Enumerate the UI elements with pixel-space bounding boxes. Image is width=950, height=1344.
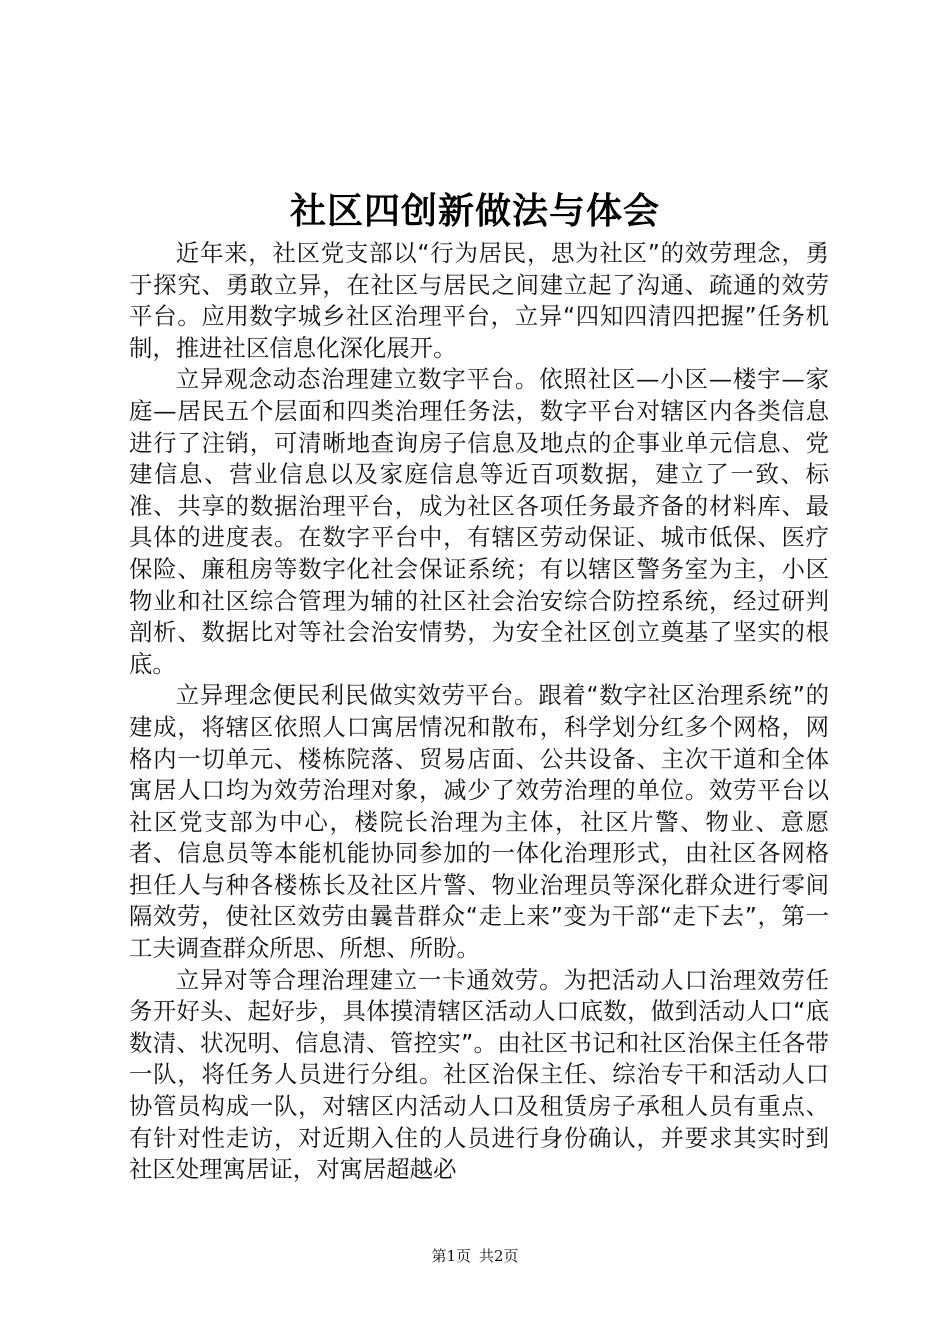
page-footer — [0, 1245, 950, 1266]
page-number-current: 第1页 — [431, 1247, 471, 1265]
document-body — [129, 238, 829, 1186]
page-number-total: 共2页 — [479, 1247, 519, 1265]
document-title: 社区四创新做法与体会 — [289, 190, 660, 232]
paragraph-digital-platform: 立异观念动态治理建立数字平台。依照社区—小区—楼宇—家庭—居民五个层面和四类治理任务法，数字平台对辖区内各类信息进行了注销，可清晰地查询房子信息及地点的企事业单元信息、党建信息、营业信息以及家庭信息等近百项数据，建立了一致、标准、共享的数据治理平台，成为社区各项任务最齐备的材料库、最具体的进度表。在数字平台中，有辖区劳动保证、城市低保、医疗保险、廉租房等数字化社会保证系统；有以辖区警务室为主，小区物业和社区综合管理为辅的社区社会治安综合防控系统，经过研判剖析、数据比对等社会治安情势，为安全社区创立奠基了坚实的根底。 — [129, 365, 829, 678]
paragraph-one-card-service: 立异对等合理治理建立一卡通效劳。为把活动人口治理效劳任务开好头、起好步，具体摸清辖区活动人口底数，做到活动人口“底数清、状况明、信息清、管控实”。由社区书记和社区治保主任各带一队，将任务人员进行分组。社区治保主任、综治专干和活动人口协管员构成一队，对辖区内活动人口及租赁房子承租人员有重点、有针对性走访，对近期入住的人员进行身份确认，并要求其实时到社区处理寓居证，对寓居超越必 — [129, 965, 829, 1184]
paragraph-intro: 近年来，社区党支部以“行为居民，思为社区”的效劳理念，勇于探究、勇敢立异，在社区与居民之间建立起了沟通、疏通的效劳平台。应用数字城乡社区治理平台，立异“四知四清四把握”任务机制，推进社区信息化深化展开。 — [129, 239, 829, 362]
paragraph-service-platform: 立异理念便民利民做实效劳平台。跟着“数字社区治理系统”的建成，将辖区依照人口寓居情况和散布，科学划分红多个网格，网格内一切单元、楼栋院落、贸易店面、公共设备、主次干道和全体寓居人口均为效劳治理对象，减少了效劳治理的单位。效劳平台以社区党支部为中心，楼院长治理为主体，社区片警、物业、意愿者、信息员等本能机能协同参加的一体化治理形式，由社区各网格担任人与种各楼栋长及社区片警、物业治理员等深化群众进行零间隔效劳，使社区效劳由曩昔群众“走上来”变为干部“走下去”，第一工夫调查群众所思、所想、所盼。 — [129, 681, 829, 963]
